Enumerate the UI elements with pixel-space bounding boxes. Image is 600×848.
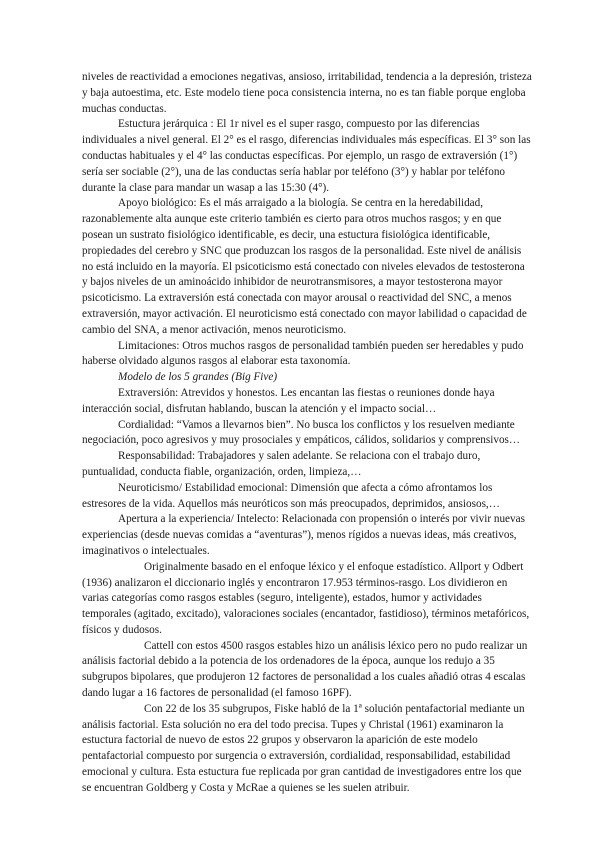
paragraph-openness: Apertura a la experiencia/ Intelecto: Relacionada con propensión o interés por vivir nuevas experiencias (desde nuevas comidas a “aventuras”), menos rígidos a nuevas ideas, más creativos, imaginativos o intelectuales. [82, 513, 525, 557]
paragraph-fiske: Con 22 de los 35 subgrupos, Fiske habló de la 1ª solución pentafactorial mediante un análisis factorial. Esta solución no era del todo precisa. Tupes y Christal (1961) examinaron la estuctura factorial de nuevo de estos 22 grupos y observaron la aparición de este modelo pentafactorial compuesto por surgencia o extraversión, cordialidad, responsabilidad, estabilidad emocional y cultura. Esta estuctura fue replicada por gran cantidad de investigadores entre los que se encuentran Goldberg y Costa y McRae a quienes se les suelen atribuir. [82, 702, 525, 794]
paragraph-cattell: Cattell con estos 4500 rasgos estables hizo un análisis léxico pero no pudo realizar un análisis factorial debido a la potencia de los ordenadores de la época, aunque los redujo a 35 subgrupos bipolares, que produjeron 12 factores de personalidad a los cuales añadió otras 4 escalas dando lugar a 16 factores de personalidad (el famoso 16PF). [82, 639, 528, 700]
paragraph-agreeableness: Cordialidad: “Vamos a llevarnos bien”. No busca los conflictos y los resuelven mediante negociación, poco agresivos y muy prosociales y empáticos, cálidos, solidarios y comprensivos… [82, 418, 521, 447]
paragraph-lexical-approach: Originalmente basado en el enfoque léxico y el enfoque estadístico. Allport y Odbert (1936) analizaron el diccionario inglés y encontraron 17.953 términos-rasgo. Los dividieron en varias categorías como rasgos estables (seguro, inteligente), estados, humor y actividades temporales (agitado, excitado), valoraciones sociales (encantador, fastidioso), términos metafóricos, físicos y dudosos. [82, 560, 530, 636]
paragraph-neuroticism: Neuroticismo/ Estabilidad emocional: Dimensión que afecta a cómo afrontamos los estresores de la vida. Aquellos más neuróticos son más preocupados, deprimidos, ansiosos,… [82, 481, 500, 510]
paragraph-conscientiousness: Responsabilidad: Trabajadores y salen adelante. Se relaciona con el trabajo duro, puntualidad, conducta fiable, organización, orden, limpieza,… [82, 450, 481, 478]
body-text [82, 70, 532, 797]
paragraph-extraversion: Extraversión: Atrevidos y honestos. Les encantan las fiestas o reuniones donde haya interacción social, disfrutan hablando, buscan la atención y el impacto social… [82, 386, 495, 415]
paragraph-limitations: Limitaciones: Otros muchos rasgos de personalidad también pueden ser heredables y pudo haberse olvidado algunos rasgos al elaborar esta taxonomía. [82, 339, 524, 368]
paragraph-hierarchical-structure: Estuctura jerárquica : El 1r nivel es el super rasgo, compuesto por las diferencias individuales a nivel general. El 2° es el rasgo, diferencias individuales más específicas. El 3° son las conductas habituales y el 4° las conductas específicas. Por ejemplo, un rasgo de extraversión (1°) sería ser sociable (2°), una de las conductas sería hablar por teléfono (3°) y hablar por teléfono durante la clase para mandar un wasap a las 15:30 (4°). [82, 118, 531, 194]
paragraph-continuation: niveles de reactividad a emociones negativas, ansioso, irritabilidad, tendencia a la depresión, tristeza y baja autoestima, etc. Este modelo tiene poca consistencia interna, no es tan fiable porque engloba muchas conductas. [82, 71, 532, 115]
paragraph-biological-support: Apoyo biológico: Es el más arraigado a la biología. Se centra en la heredabilidad, razonablemente alta aunque este criterio también es cierto para otros muchos rasgos; y en que posean un sustrato fisiológico identificable, es decir, una estuctura fisiológica identificable, propiedades del cerebro y SNC que produzcan los rasgos de la personalidad. Este nivel de análisis no está incluido en la mayoría. El psicoticismo está conectado con niveles elevados de testosterona y bajos niveles de un aminoácido inhibidor de neurotransmisores, a mayor testosterona mayor psicoticismo. La extraversión está conectada con mayor arousal o reactividad del SNC, a menos extraversión, mayor activación. El neuroticismo está conectado con mayor labilidad o capacidad de cambio del SNA, a menor activación, menos neuroticismo. [82, 197, 527, 336]
section-heading-big-five: Modelo de los 5 grandes (Big Five) [118, 371, 278, 384]
